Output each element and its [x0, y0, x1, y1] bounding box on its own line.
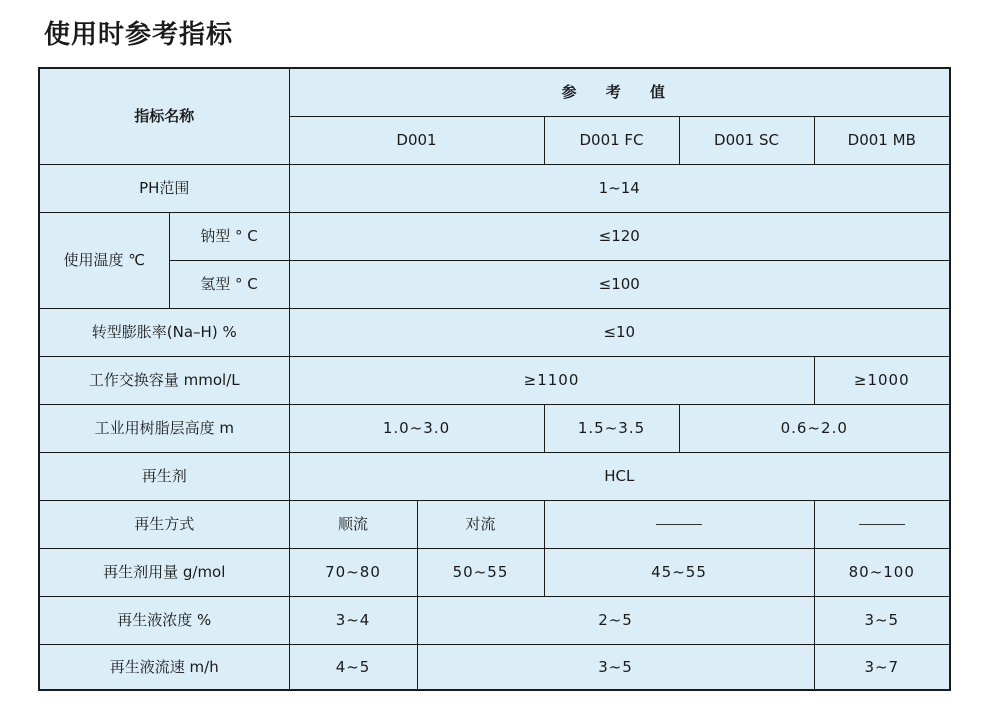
- value-regen-method-fc-sc: [544, 500, 814, 548]
- header-index-name: 指标名称: [39, 68, 289, 164]
- value-bed-height-d001: 1.0~3.0: [289, 404, 544, 452]
- value-ph: 1~14: [289, 164, 950, 212]
- reference-spec-table: [38, 67, 951, 691]
- row-label-regenerant: 再生剂: [39, 452, 289, 500]
- table-row: [39, 164, 950, 212]
- row-label-hydrogen-type: 氢型 ° C: [169, 260, 289, 308]
- model-d001-mb: D001 MB: [814, 116, 950, 164]
- model-d001-sc: D001 SC: [679, 116, 814, 164]
- value-dosage-mb: 80~100: [814, 548, 950, 596]
- hidden-dash-values: [0, 0, 1, 1]
- row-label-sodium-type: 钠型 ° C: [169, 212, 289, 260]
- value-swelling: ≤10: [289, 308, 950, 356]
- table-row: [39, 548, 950, 596]
- row-label-ph: PH范围: [39, 164, 289, 212]
- value-flow-cocurrent: 4~5: [289, 644, 417, 690]
- value-capacity-mb: ≥1000: [814, 356, 950, 404]
- model-d001: D001: [289, 116, 544, 164]
- row-label-regen-concentration: 再生液浓度 %: [39, 596, 289, 644]
- table-header-row: [39, 68, 950, 116]
- table-row: [39, 596, 950, 644]
- dash-line: [656, 524, 702, 525]
- table-row: [39, 356, 950, 404]
- table-row: [39, 500, 950, 548]
- row-label-regen-flow: 再生液流速 m/h: [39, 644, 289, 690]
- value-capacity-main: ≥1100: [289, 356, 814, 404]
- value-dosage-countercurrent: 50~55: [417, 548, 544, 596]
- row-label-swelling: 转型膨胀率(Na–H) %: [39, 308, 289, 356]
- table-row: [39, 644, 950, 690]
- value-regen-method-mb: [814, 500, 950, 548]
- row-label-capacity: 工作交换容量 mmol/L: [39, 356, 289, 404]
- value-sodium-temp: ≤120: [289, 212, 950, 260]
- dash-line: [859, 524, 905, 525]
- value-dosage-cocurrent: 70~80: [289, 548, 417, 596]
- row-label-bed-height: 工业用树脂层高度 m: [39, 404, 289, 452]
- value-concentration-cocurrent: 3~4: [289, 596, 417, 644]
- table-row: [39, 212, 950, 260]
- value-flow-mb: 3~7: [814, 644, 950, 690]
- header-reference-value: 参 考 值: [289, 68, 950, 116]
- page-title: 使用时参考指标: [44, 20, 234, 50]
- value-regen-countercurrent: 对流: [417, 500, 544, 548]
- row-label-regen-dosage: 再生剂用量 g/mol: [39, 548, 289, 596]
- value-bed-height-sc-mb: 0.6~2.0: [679, 404, 950, 452]
- table-row: [39, 404, 950, 452]
- row-label-temperature: 使用温度 ℃: [39, 212, 169, 308]
- value-bed-height-fc: 1.5~3.5: [544, 404, 679, 452]
- value-concentration-middle: 2~5: [417, 596, 814, 644]
- table-row: [39, 260, 950, 308]
- value-concentration-mb: 3~5: [814, 596, 950, 644]
- value-flow-middle: 3~5: [417, 644, 814, 690]
- model-d001-fc: D001 FC: [544, 116, 679, 164]
- value-hydrogen-temp: ≤100: [289, 260, 950, 308]
- value-regenerant: HCL: [289, 452, 950, 500]
- value-regen-cocurrent: 顺流: [289, 500, 417, 548]
- value-dosage-fc-sc: 45~55: [544, 548, 814, 596]
- row-label-regen-method: 再生方式: [39, 500, 289, 548]
- table-row: [39, 452, 950, 500]
- table-row: [39, 308, 950, 356]
